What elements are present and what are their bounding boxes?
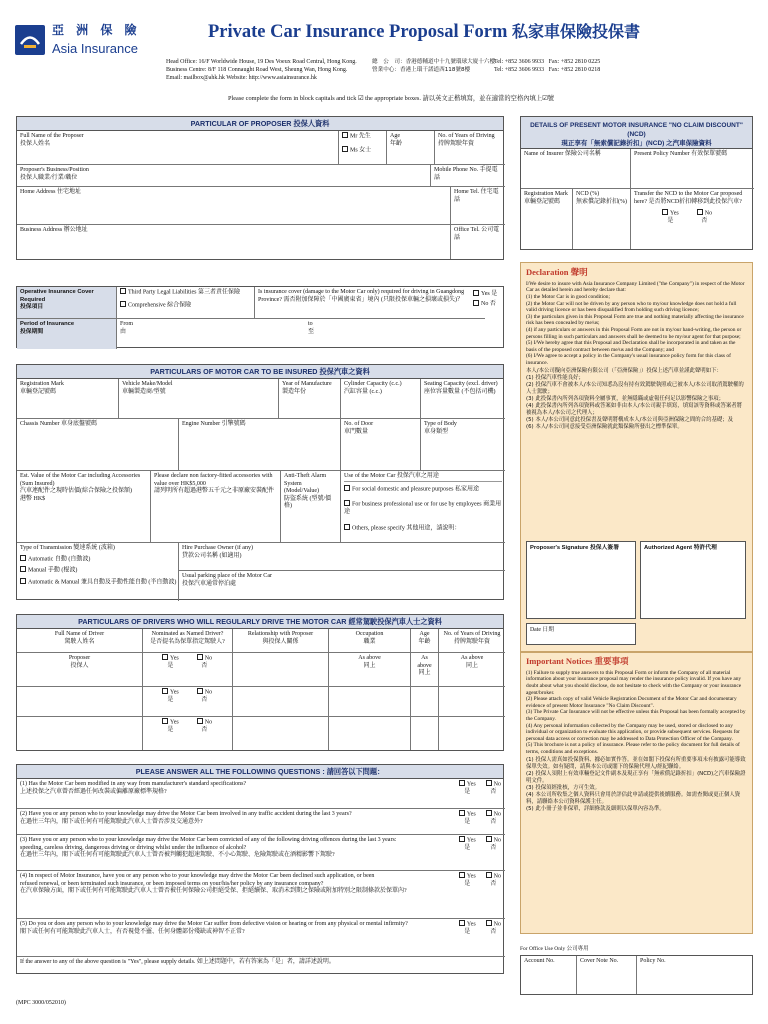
ncd-section <box>520 116 753 250</box>
question-answers-2 <box>459 811 501 826</box>
guangdong-yes-box[interactable] <box>473 290 479 296</box>
driver-3-yes-label: Yes 是 <box>167 719 179 733</box>
use-business-box[interactable] <box>344 500 350 506</box>
email-web: Email: mailbox@ahk.hk Website: http://www.asiainsurance.hk <box>166 75 317 81</box>
ms-checkbox[interactable] <box>342 147 383 155</box>
question-5-yes-label: Yes 是 <box>464 921 476 935</box>
use-label: Use of the Motor Car 投保汽車之用途 <box>344 473 502 482</box>
period-to-field[interactable]: to 至 <box>308 321 315 335</box>
question-2-yes-label: Yes 是 <box>464 811 476 825</box>
ncd-transfer-no[interactable] <box>697 210 712 225</box>
auto-label: Automatic 自動 (自動波) <box>28 555 91 562</box>
guangdong-no-box[interactable] <box>473 300 479 306</box>
driver-row-3-name[interactable] <box>17 717 143 750</box>
use-business[interactable] <box>344 501 502 516</box>
driver-col-years: No. of Years of Driving 持牌駕駛年資 <box>439 629 505 653</box>
both-label: Automatic & Manual 兼具自動及手動性能自動 (半自動波) <box>28 579 177 586</box>
motor-car-header: PARTICULARS OF MOTOR CAR TO BE INSURED 投保汽車之資料 <box>17 365 503 379</box>
question-4-yes-box[interactable] <box>459 872 465 878</box>
question-1-no-label: No 否 <box>490 781 501 795</box>
guangdong-question: Is insurance cover (damage to the Motor Car only) required for driving in Guangdong Province? 需否附加保障於「中國廣東省」境內 (只限投保車輛之損壞或損失)？ <box>255 287 485 319</box>
ncd-insurer-field[interactable]: Name of Insurer 保險公司名稱 <box>521 149 631 189</box>
mr-checkbox[interactable] <box>342 133 383 141</box>
question-row-3 <box>17 835 505 871</box>
driver-row-2-occupation[interactable] <box>329 687 411 717</box>
notices-en: (1) Failure to supply true answers to this Proposal Form or inform the Company of all material information about your insurance proposal may render the insurance policy invalid. If you have any doubt about what you should disclose, do not hesitate to check with the Company or your insurance agent/broker. (2) Please attach copy of valid Vehicle Registration Document of the Motor Car and documentary evidence of present Motor Insurance "No Claim Discount". (3) The Private Car Insurance will not be effective unless this Proposal has been formally accepted by the Company. (4) Any personal information collected by the Company may be used, stored or disclosed to any individual or organization to evaluate this application, or provide subsequent services. Requests for personal data access or correction may be addressed to Data Protection Officer of the Company. (5) This brochure is not a policy of insurance. Please refer to the policy document for full details of terms, conditions and exceptions. <box>526 669 746 755</box>
drivers-section <box>16 614 504 751</box>
date-box[interactable] <box>526 623 636 645</box>
signature-label: Proposer's Signature 投保人簽署 <box>530 545 619 551</box>
guangdong-answers <box>473 289 505 309</box>
question-3-no[interactable] <box>486 837 501 852</box>
both-box[interactable] <box>20 578 26 584</box>
declaration-en: I/We desire to insure with Asia Insurance Company Limited ("the Company") in respect of the Motor Car as detailed herein and hereby declare that: (1) the Motor Car is in good condition; (2) the Motor Car will not be driven by any person who to my/our knowledge does not hold a full valid driving licence or has been disqualified from holding such driving licence; (3) the particulars given in this Proposal Form are true and nothing materially affecting the insurance risk has been concealed by me/us; (4) if any particulars or answers in this Proposal Form are not in my/our hand-writing, the person or persons filling in such particulars and answers shall be deemed to be my/our agent for that purpose; (5) I/We hereby agree that this Proposal and Declaration shall be incorporated in and taken as the basis of the proposed contract between me/us and the Company; and (6) I/We agree to accept a policy in the Company's usual insurance policy form for this class of insurance. <box>526 280 745 366</box>
driver-row-2-name[interactable] <box>17 687 143 717</box>
ncd-policy-field[interactable]: Present Policy Number 有效保單號碼 <box>631 149 754 189</box>
proposer-header: PARTICULAR OF PROPOSER 投保人資料 <box>17 117 503 131</box>
office-use-label: For Office Use Only 公司專用 <box>520 946 589 952</box>
driver-2-yes-label: Yes 是 <box>167 689 179 703</box>
driver-2-yes[interactable] <box>162 689 179 704</box>
accessories-field[interactable]: Please declare non factory-fitted accessories with value over HK$5,000 請列明所有超過港幣五千元之非原廠安裝配件 <box>151 471 281 543</box>
ncd-pct-field[interactable]: NCD (%) 無索償記錄折扣(%) <box>573 189 631 249</box>
driver-row-3-age[interactable] <box>411 717 439 750</box>
tp-label: Third Party Legal Liabilities 第三者責任保險 <box>128 289 240 296</box>
ncd-yes-box[interactable] <box>662 209 668 215</box>
comp-label: Comprehensive 綜合保險 <box>128 302 192 309</box>
company-name-en: Asia Insurance <box>52 41 138 56</box>
driver-row-1-nominated <box>143 653 233 687</box>
home-tel-field[interactable]: Home Tel. 住宅電話 <box>451 187 505 225</box>
tp-checkbox[interactable] <box>120 288 126 294</box>
driver-col-age: Age 年齡 <box>411 629 439 653</box>
question-4-no-box[interactable] <box>486 872 492 878</box>
driver-col-occupation: Occupation 職業 <box>329 629 411 653</box>
business-centre-cn: 營業中心：香港上環干諾道西118號8樓 <box>372 67 471 73</box>
question-3-yes[interactable] <box>459 837 476 852</box>
question-2-no-label: No 否 <box>490 811 501 825</box>
driver-1-yes[interactable] <box>162 655 179 670</box>
question-row-1 <box>17 779 505 809</box>
company-logo <box>15 25 45 55</box>
contact-block <box>166 58 357 82</box>
question-answers-1 <box>459 781 501 796</box>
parking-field[interactable]: Usual parking place of the Motor Car 投保汽車通常停泊處 <box>182 573 272 587</box>
agent-box[interactable] <box>640 541 746 619</box>
tel-2: Tel: +852 3606 9933 <box>494 67 545 73</box>
engine-field[interactable]: Engine Number 引擎號碼 <box>179 419 341 471</box>
question-answers-4 <box>459 873 501 888</box>
office-use-box <box>520 955 753 995</box>
question-1-yes-label: Yes 是 <box>464 781 476 795</box>
question-1-no[interactable] <box>486 781 501 796</box>
business-centre: Business Centre: 8/F 118 Connaught Road West, Sheung Wan, Hong Kong. <box>166 67 348 73</box>
question-1-yes[interactable] <box>459 781 476 796</box>
cover-options <box>117 287 255 319</box>
guangdong-no-label: No 否 <box>481 301 496 307</box>
hire-purchase-field[interactable]: Hire Purchase Owner (if any) 貸款公司名稱 (如適用) <box>179 543 505 571</box>
use-others-label: Others, please specify 其他用途，請說明： <box>352 525 461 532</box>
driver-row-2-years[interactable] <box>439 687 505 717</box>
use-options <box>341 471 505 543</box>
manual-label: Manual 手動 (棍波) <box>28 567 78 574</box>
driver-row-2-nominated <box>143 687 233 717</box>
question-2-yes-box[interactable] <box>459 810 465 816</box>
company-name-cn: 亞 洲 保 險 <box>52 23 141 37</box>
driver-row-2-age[interactable] <box>411 687 439 717</box>
both-option[interactable] <box>20 579 175 587</box>
policy-no-field[interactable]: Policy No. <box>640 958 666 964</box>
fax-1: Fax: +852 2810 0225 <box>548 59 601 65</box>
question-5-yes[interactable] <box>459 921 476 936</box>
account-no-field[interactable]: Account No. <box>521 956 577 994</box>
use-others[interactable] <box>344 525 502 533</box>
transmission-options <box>17 543 179 601</box>
cover-label: Operative Insurance Cover Required 投保項目 <box>17 287 117 319</box>
notices-section <box>520 652 753 934</box>
driver-3-yes[interactable] <box>162 719 179 734</box>
questions-header: PLEASE ANSWER ALL THE FOLLOWING QUESTIONS : 請回答以下問題： <box>17 765 503 779</box>
question-row-5 <box>17 919 505 957</box>
driver-1-no-box[interactable] <box>197 654 203 660</box>
years-driving-field[interactable]: No. of Years of Driving 持牌駕駛年資 <box>435 131 505 165</box>
question-text-3: (3) Have you or any person who to your knowledge may drive the Motor Car been convicted of any of the following driving offences during the last 3 years: speeding, careless driving, dangerous driving or driving whilst under the influence of alcohol? 在過往三年內，閣下或任何有可能駕駛此汽車人士曾否被判觸犯超速駕駛、不小心駕駛、危險駕駛或在酒精影響下駕駛? <box>20 837 397 858</box>
driver-3-yes-box[interactable] <box>162 718 168 724</box>
driver-2-no-box[interactable] <box>197 688 203 694</box>
notices-cn: (1) 投保人需真如投保資料、據必如實作答。並在如閣下投保有所重要事項未有披露可能導致保單失效。如有疑問，請與本公司或閣下的保險代理人/經紀聯絡。 (2) 投保人須附上有效車輛登記文件副本及現正享有「無索償記錄折扣」(NCD)之汽車保險證明文件。 (3) 投保須經批核，方可生效。 (4) 本公司所收集之個人資料只會用於評估此申請或提供後續服務。如需查閱或更正個人資料，請聯絡本公司資料保護主任。 (5) 此小冊子並非保單，詳細條款及細則以保單內容為準。 <box>526 757 746 813</box>
use-social-box[interactable] <box>344 485 350 491</box>
tp-option[interactable] <box>120 289 251 297</box>
question-5-yes-box[interactable] <box>459 920 465 926</box>
logo-icon <box>15 25 45 55</box>
question-details-field[interactable]: If the answer to any of the above question is "Yes", please supply details. 如上述問題中，若有答案為「是」者，請詳述說明。 <box>20 959 335 965</box>
declaration-title: Declaration 聲明 <box>526 267 588 277</box>
question-3-yes-label: Yes 是 <box>464 837 476 851</box>
head-office: Head Office: 16/F Worldwide House, 19 Des Voeux Road Central, Hong Kong. <box>166 59 357 65</box>
question-text-4: (4) In respect of Motor Insurance, have you or any person who to your knowledge may drive the Motor Car been declined such application, or been refused renewal, or been terminated such insurance, or been imposed terms on your/his/her policy by any insurance company? 在汽車保險方面，閣下或任何有可能駕駛此汽車人士曾否被任何保險公司拒絕受保、拒絕續保、取消未到期之保險或附加特別之限制條款於保單內? <box>20 873 407 894</box>
question-answers-3 <box>459 837 501 852</box>
signature-box[interactable] <box>526 541 636 619</box>
seating-field[interactable]: Seating Capacity (excl. driver) 座位容量數量 (不包括司機) <box>421 379 505 419</box>
driver-col-name: Full Name of Driver 駕駛人姓名 <box>17 629 143 653</box>
use-social-label: For social domestic and pleasure purposes 私家用途 <box>352 485 479 492</box>
question-5-no-label: No 否 <box>490 921 501 935</box>
driver-2-no[interactable] <box>197 689 212 704</box>
question-4-yes-label: Yes 是 <box>464 873 476 887</box>
driver-1-yes-box[interactable] <box>162 654 168 660</box>
ms-box[interactable] <box>342 146 348 152</box>
ncd-yes-label: Yes 是 <box>667 210 679 224</box>
use-social[interactable] <box>344 486 502 494</box>
question-4-no-label: No 否 <box>490 873 501 887</box>
declaration-cn: 本人/本公司擬向亞洲保險有限公司（「亞洲保險」）投保上述汽車並謹此聲明如下： (1) 投保汽車性能良好； (2) 投保汽車不會被本人/本公司知悉為沒有持有效駕駛執照或已被本人/本公司取消駕駛權的人士駕駛； (3) 此投保書內所列各項資料全屬事實，並無隱瞞或虛報任何足以影響保險之事項； (4) 此投保書內所列各項資料或答案如非由本人/本公司親手填寫，填寫該等資料或答案者將被視為本人/本公司之代理人； (5) 本人/本公司同意此投保書及聲明將構成本人/本公司與亞洲保險之間的合約基礎；及 (6) 本人/本公司同意接受亞洲保險就此類保險所發出之標準保單。 <box>526 368 744 431</box>
driver-3-no-label: No 否 <box>201 719 213 733</box>
ncd-no-label: No 否 <box>701 210 713 224</box>
form-title <box>208 22 640 43</box>
est-value-field[interactable]: Est. Value of the Motor Car including Accessories (Sum Insured) 汽車連配件之現時估價(綜合保險之投保額) 港幣 HK$ <box>17 471 151 543</box>
guangdong-no[interactable] <box>473 299 505 309</box>
question-text-5: (5) Do you or does any person who to your knowledge may drive the Motor Car suffer from defective vision or hearing or from any physical or mental infirmity? 閣下或任何有可能駕駛此汽車人士，有否視覺不靈、任何身體部份殘缺或神智不正常? <box>20 921 408 935</box>
full-name-field[interactable]: Full Name of the Proposer 投保人姓名 <box>17 131 339 165</box>
doors-field[interactable]: No. of Door 車門數量 <box>341 419 421 471</box>
driver-col-nominated: Nominated as Named Driver? 是否提名為保單指定駕駛人? <box>143 629 233 653</box>
driver-row-3-relationship[interactable] <box>233 717 329 750</box>
driver-row-3-years[interactable] <box>439 717 505 750</box>
driver-row-2-relationship[interactable] <box>233 687 329 717</box>
anti-theft-field[interactable]: Anti-Theft Alarm System (Model/Value) 防盜系統 (型號/價格) <box>281 471 341 543</box>
home-address-field[interactable]: Home Address 住宅地址 <box>17 187 451 225</box>
driver-row-1-age[interactable]: As above 同上 <box>411 653 439 687</box>
manual-box[interactable] <box>20 566 26 572</box>
manual-option[interactable] <box>20 567 175 575</box>
ncd-no-box[interactable] <box>697 209 703 215</box>
question-5-no-box[interactable] <box>486 920 492 926</box>
question-answers-5 <box>459 921 501 936</box>
cover-section <box>16 286 504 348</box>
question-2-no-box[interactable] <box>486 810 492 816</box>
form-title-en: Private Car Insurance Proposal Form <box>208 22 508 42</box>
driver-row-1-name[interactable]: Proposer 投保人 <box>17 653 143 687</box>
cc-field[interactable]: Cylinder Capacity (c.c.) 汽缸容量 (c.c.) <box>341 379 421 419</box>
agent-label: Authorized Agent 特許代理 <box>644 545 717 551</box>
driver-1-no-label: No 否 <box>201 655 213 669</box>
ncd-transfer <box>631 189 754 249</box>
driver-row-1-occupation[interactable]: As above 同上 <box>329 653 411 687</box>
driver-2-yes-box[interactable] <box>162 688 168 694</box>
title-options <box>339 131 387 165</box>
question-2-yes[interactable] <box>459 811 476 826</box>
cover-note-field[interactable]: Cover Note No. <box>577 956 637 994</box>
question-row-4 <box>17 871 505 919</box>
date-label: Date 日期 <box>530 627 554 633</box>
age-field[interactable]: Age 年齡 <box>387 131 435 165</box>
use-business-label: For business professional use or for use by employees 商業用途 <box>344 501 502 516</box>
driver-1-no[interactable] <box>197 655 212 670</box>
guangdong-yes[interactable] <box>473 289 505 299</box>
business-address-field[interactable]: Business Address 辦公地址 <box>17 225 451 259</box>
year-field[interactable]: Year of Manufacture 製造年份 <box>279 379 341 419</box>
ncd-transfer-yes[interactable] <box>662 210 679 225</box>
mr-label: Mr 先生 <box>350 133 371 140</box>
tel-block <box>494 58 600 74</box>
question-4-no[interactable] <box>486 873 501 888</box>
driver-row-1-years[interactable]: As above 同上 <box>439 653 505 687</box>
body-field[interactable]: Type of Body 車身類型 <box>421 419 505 471</box>
mr-box[interactable] <box>342 132 348 138</box>
driver-row-3-nominated <box>143 717 233 750</box>
business-position-field[interactable]: Proposer's Business/Position 投保人職業/行業/職位 <box>17 165 431 187</box>
form-code: (MPC 3000/052010) <box>16 1000 66 1006</box>
ncd-transfer-question: Transfer the NCD to the Motor Car proposed here? 是否將NCD折扣轉移到此投保汽車? <box>634 191 743 205</box>
question-3-no-label: No 否 <box>490 837 501 851</box>
question-3-yes-box[interactable] <box>459 836 465 842</box>
office-tel-field[interactable]: Office Tel. 公司電話 <box>454 227 500 241</box>
question-2-no[interactable] <box>486 811 501 826</box>
question-1-no-box[interactable] <box>486 780 492 786</box>
form-title-cn: 私家車保險投保書 <box>512 22 641 41</box>
declaration-section <box>520 262 753 652</box>
ms-label: Ms 女士 <box>350 147 372 154</box>
question-row-2 <box>17 809 505 835</box>
reg-mark-field[interactable]: Registration Mark 車輛登記號碼 <box>17 379 119 419</box>
period-from-field[interactable]: From 由 <box>120 321 134 335</box>
driver-row-1-relationship[interactable] <box>233 653 329 687</box>
question-5-no[interactable] <box>486 921 501 936</box>
period-label: Period of Insurance 投保期間 <box>17 319 117 349</box>
guangdong-yes-label: Yes 是 <box>481 291 498 297</box>
instruction-line: Please complete the form in block capitals and tick ☑ the appropriate boxes. 請以英文正楷填寫，並在適當的空格內填上☑號 <box>228 95 555 102</box>
drivers-header: PARTICULARS OF DRIVERS WHO WILL REGULARLY DRIVE THE MOTOR CAR 經常駕駛投保汽車人士之資料 <box>17 615 503 629</box>
auto-option[interactable] <box>20 556 175 564</box>
mobile-field[interactable]: Mobile Phone No. 手提電話 <box>431 165 505 187</box>
chassis-field[interactable]: Chassis Number 車身底盤號碼 <box>17 419 179 471</box>
head-office-cn: 總 公 司：香港德輔道中十九號環球大廈十六樓 <box>372 59 496 65</box>
question-text-1: (1) Has the Motor Car been modified in any way from manufacturer's standard specifications? 上述投保之汽車曾否經過任何改裝或偏離原廠標準規格? <box>20 781 247 795</box>
question-4-yes[interactable] <box>459 873 476 888</box>
driver-row-3-occupation[interactable] <box>329 717 411 750</box>
proposer-section <box>16 116 504 260</box>
fax-2: Fax: +852 2810 0218 <box>548 67 601 73</box>
auto-box[interactable] <box>20 555 26 561</box>
driver-col-relationship: Relationship with Proposer 與投保人關係 <box>233 629 329 653</box>
notices-title: Important Notices 重要事項 <box>526 656 629 666</box>
question-text-2: (2) Have you or any person who to your knowledge may drive the Motor Car been involved in any traffic accident during the last 3 years? 在過往三年內，閣下或任何有可能駕駛此汽車人士曾否涉及交通意外? <box>20 811 352 825</box>
make-model-field[interactable]: Vehicle Make/Model 車輛製造商/型號 <box>119 379 279 419</box>
ncd-reg-field[interactable]: Registration Mark 車輛登記號碼 <box>521 189 573 249</box>
driver-3-no-box[interactable] <box>197 718 203 724</box>
driver-1-yes-label: Yes 是 <box>167 655 179 669</box>
questions-section <box>16 764 504 974</box>
ncd-header: DETAILS OF PRESENT MOTOR INSURANCE "NO CLAIM DISCOUNT" (NCD) 現正享有「無索償記錄折扣」(NCD) 之汽車保險資料 <box>521 117 752 149</box>
driver-2-no-label: No 否 <box>201 689 213 703</box>
comp-checkbox[interactable] <box>120 301 126 307</box>
question-1-yes-box[interactable] <box>459 780 465 786</box>
contact-cn-block <box>372 58 495 74</box>
driver-3-no[interactable] <box>197 719 212 734</box>
transmission-label: Type of Transmission 變速系統 (波箱) <box>20 545 115 551</box>
question-3-no-box[interactable] <box>486 836 492 842</box>
use-others-box[interactable] <box>344 524 350 530</box>
tel-1: Tel: +852 3606 9933 <box>494 59 545 65</box>
comp-option[interactable] <box>120 302 251 310</box>
motor-car-section <box>16 364 504 600</box>
